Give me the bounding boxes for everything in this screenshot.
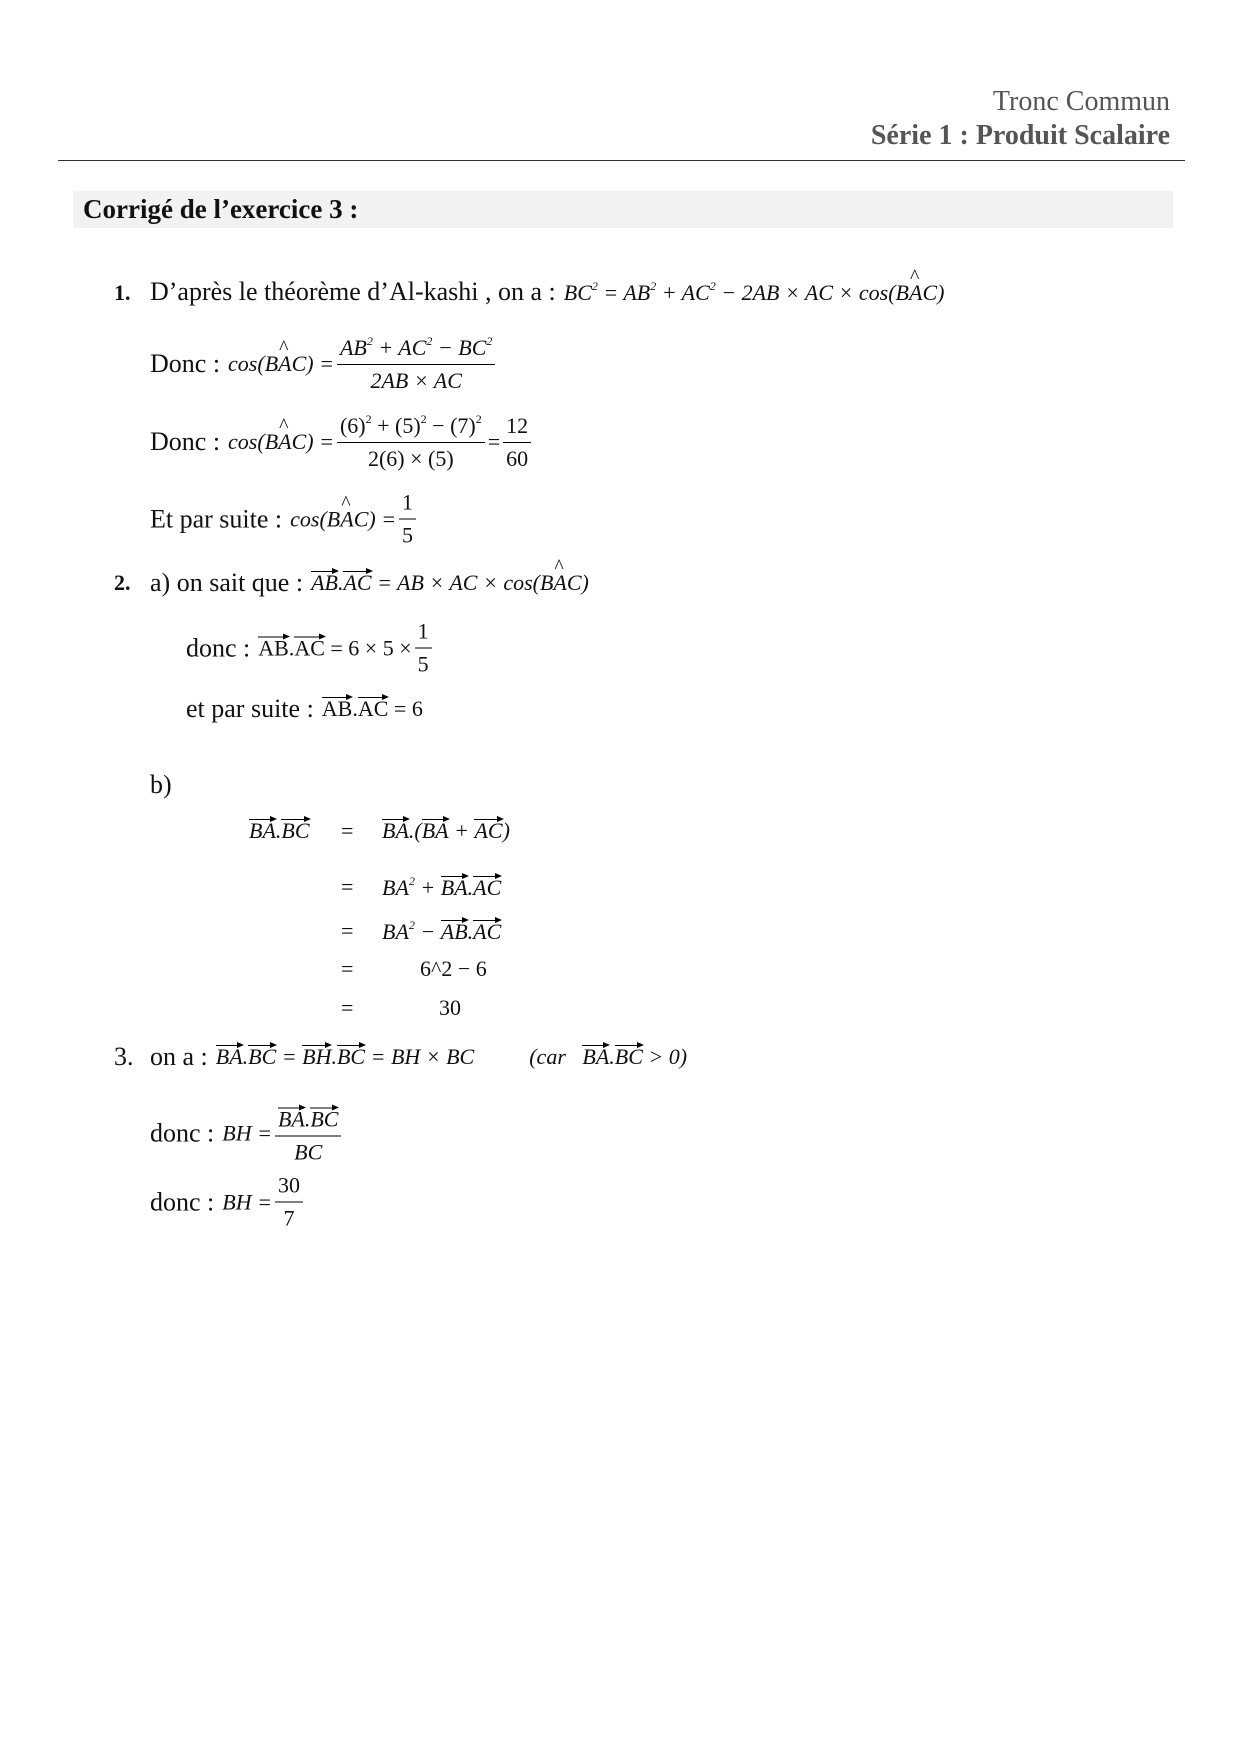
fraction xyxy=(337,412,485,472)
angle-hat: A ^ xyxy=(553,570,566,596)
al-kashi-formula: $BC^2 = AB^2 + AC^2 - 2AB$ × AC × cos(BA ^C) xyxy=(564,279,945,306)
vector: BA xyxy=(277,1106,305,1132)
q2b-label: b) xyxy=(150,770,172,799)
q1-step1 xyxy=(150,334,498,394)
numerator: 1 xyxy=(415,619,432,649)
derivation-equals: = xyxy=(341,995,354,1020)
vector: BH xyxy=(302,1044,332,1069)
denominator: BC xyxy=(294,1139,323,1165)
q1-line xyxy=(150,277,944,307)
question-number-3: 3. xyxy=(114,1042,134,1071)
label: Donc : xyxy=(150,349,221,378)
denominator: 5 xyxy=(417,651,429,677)
lhs: BH = xyxy=(222,1189,272,1214)
derivation-step: $BA^2 + BA.AC$ xyxy=(382,874,502,900)
vector: BC xyxy=(248,1044,277,1069)
vector: AC xyxy=(473,875,502,900)
vector: AC xyxy=(474,818,503,843)
vector: BA xyxy=(249,818,276,843)
vector: BA xyxy=(440,875,468,900)
angle-hat: A ^ xyxy=(278,351,291,377)
vector: AC xyxy=(294,635,325,660)
projection-formula: BA.BC = BH.BC = BH × BC xyxy=(215,1044,475,1069)
angle-hat: A ^ xyxy=(909,280,922,306)
lhs: BH = xyxy=(222,1120,272,1145)
fraction xyxy=(399,490,416,549)
q3-line xyxy=(114,1042,687,1072)
numerator: $AB^2 + AC^2 - BC^2$ xyxy=(337,334,495,365)
lhs: cos(BA ^C) = xyxy=(228,429,334,455)
derivation-equals: = xyxy=(341,874,354,899)
equals: = xyxy=(487,429,501,454)
denominator: 7 xyxy=(283,1205,295,1231)
derivation-equals: = xyxy=(341,918,354,943)
vector: BC xyxy=(281,818,310,843)
section-heading-box xyxy=(73,191,1173,228)
q2a-line xyxy=(150,568,589,598)
fraction xyxy=(275,1173,303,1232)
vector: BA xyxy=(215,1044,243,1069)
label: Et par suite : xyxy=(150,504,283,533)
q3-intro: on a : xyxy=(150,1042,208,1071)
vector: BC xyxy=(310,1106,339,1132)
result: AB.AC = 6 xyxy=(321,696,423,721)
header-divider xyxy=(58,160,1185,161)
vector: AC xyxy=(343,570,372,595)
vector: AC xyxy=(473,919,502,944)
derivation-equals: = xyxy=(341,956,354,981)
condition-note: (car BA.BC > 0) xyxy=(529,1044,688,1069)
derivation-step: BA.(BA + AC) xyxy=(382,818,510,843)
denominator: 5 xyxy=(402,522,414,548)
derivation-step: 30 xyxy=(439,995,461,1020)
label: donc : xyxy=(150,1118,215,1147)
q3-step2 xyxy=(150,1173,306,1232)
q1-step3 xyxy=(150,490,419,549)
q3-step1 xyxy=(150,1101,344,1166)
vector: AB xyxy=(321,696,353,721)
vector: BA xyxy=(382,818,409,843)
denominator: 2(6) × (5) xyxy=(367,446,454,471)
lhs: AB.AC = 6 × 5 × xyxy=(258,635,412,660)
angle-hat: A ^ xyxy=(278,429,291,455)
lhs: cos(BA ^C) = xyxy=(290,506,396,532)
course-name: Tronc Commun xyxy=(992,86,1170,117)
q2a-step2 xyxy=(186,694,423,724)
question-number-1: 1. xyxy=(114,280,131,305)
series-title: Série 1 : Produit Scalaire xyxy=(870,120,1170,151)
vector: AB xyxy=(440,919,468,944)
derivation-step: 6^2 − 6 xyxy=(420,956,487,981)
q1-step2 xyxy=(150,412,534,472)
denominator: 2AB × AC xyxy=(370,368,462,393)
vector: BA xyxy=(582,1044,610,1069)
label: et par suite : xyxy=(186,694,314,723)
label: donc : xyxy=(150,1187,215,1216)
q1-intro: D’après le théorème d’Al-kashi , on a : xyxy=(150,277,556,306)
fraction xyxy=(415,619,432,678)
fraction xyxy=(275,1101,342,1166)
section-heading: Corrigé de l’exercice 3 : xyxy=(83,194,359,224)
label: Donc : xyxy=(150,427,221,456)
denominator: 60 xyxy=(506,445,529,471)
numerator: $(6)^2 + (5)^2 - (7)^2$ xyxy=(337,412,485,443)
lhs: cos(BA ^C) = xyxy=(228,351,334,377)
vector: BC xyxy=(336,1044,366,1069)
dot-product-formula: AB.AC = AB × AC × cos(BA ^C) xyxy=(311,570,589,596)
numerator: 12 xyxy=(503,413,531,443)
vector: BC xyxy=(614,1044,643,1069)
vector: AB xyxy=(258,635,289,660)
q2a-step1 xyxy=(186,619,435,678)
vector: BA xyxy=(421,818,449,843)
numerator: 30 xyxy=(275,1173,303,1203)
vector: AC xyxy=(357,696,389,721)
derivation-step: $BA^2 - AB.AC$ xyxy=(382,918,502,944)
angle-hat: A ^ xyxy=(340,506,353,532)
fraction xyxy=(337,334,495,394)
label: donc : xyxy=(186,633,251,662)
fraction-result xyxy=(503,413,531,472)
numerator: 1 xyxy=(399,490,416,520)
q2b-lhs: BA.BC xyxy=(249,818,310,843)
derivation-equals: = xyxy=(341,818,354,843)
vector: AB xyxy=(311,570,338,595)
question-number-2: 2. xyxy=(114,570,131,595)
numerator: BA.BC xyxy=(275,1101,342,1137)
q2a-intro: a) on sait que : xyxy=(150,568,304,597)
